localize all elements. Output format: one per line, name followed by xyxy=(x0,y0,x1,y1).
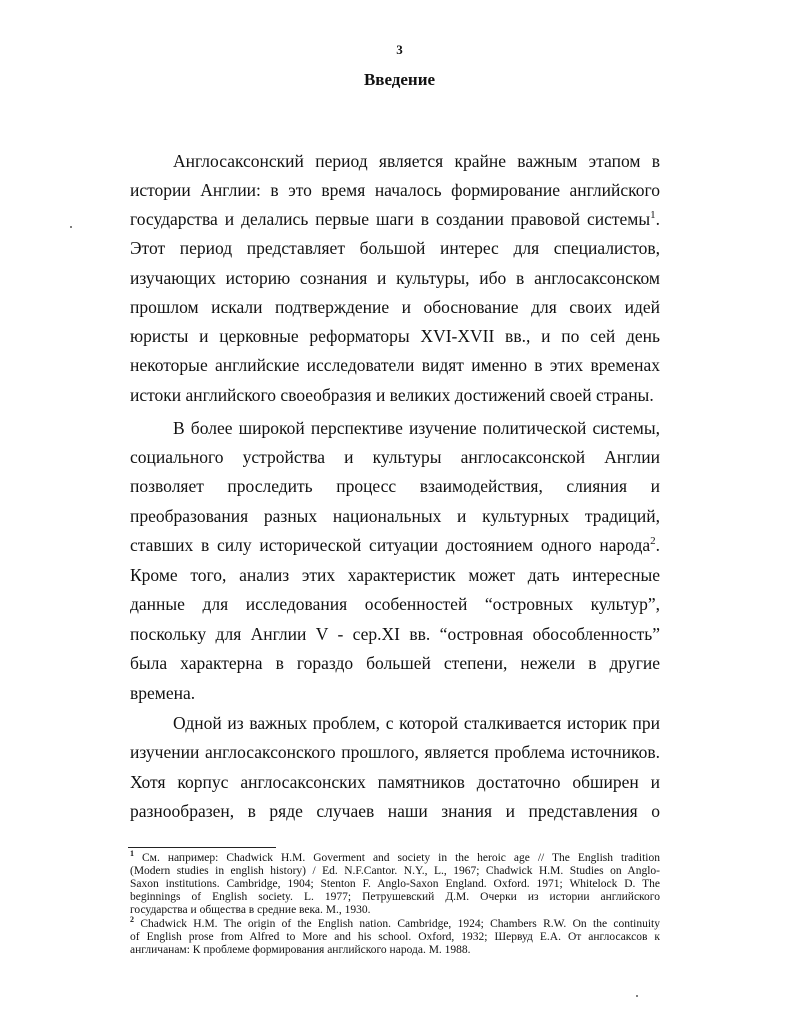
page-title: Введение xyxy=(363,70,436,89)
text-line: прошлом искали подтверждение и обоснование для своих идей xyxy=(130,297,660,317)
scan-speck xyxy=(70,226,72,228)
text-line-content: ставших в силу исторической ситуации достоянием одного народа xyxy=(130,535,651,555)
text-line: изучении англосаксонского прошлого, является проблема источников. xyxy=(130,742,660,762)
footnote-ref-1[interactable]: 1 xyxy=(650,209,656,222)
text-line: данные для исследования особенностей “островных культур”, xyxy=(130,594,660,614)
footnote-mark: 2 xyxy=(130,915,134,925)
footnote-ref-2[interactable]: 2 xyxy=(650,535,656,548)
text-line: разнообразен, в ряде случаев наши знания и представления о xyxy=(130,801,660,821)
footnote-line: of English prose from Alfred to More and his school. Oxford, 1932; Шервуд Е.А. От англосаксов к xyxy=(130,931,660,943)
text-line-with-footnote: ставших в силу исторической ситуации достоянием одного народа$^2$. xyxy=(130,535,660,555)
text-line: истории Англии: в это время началось формирование английского xyxy=(130,180,660,200)
text-line: Англосаксонский период является крайне важным этапом в xyxy=(173,151,660,171)
footnote-line: государства и общества в средние века. М., 1930. xyxy=(130,904,371,916)
text-line-content: государства и делались первые шаги в создании правовой системы xyxy=(130,209,651,229)
text-line: Хотя корпус англосаксонских памятников достаточно обширен и xyxy=(130,772,660,792)
footnote-line: beginnings of English society. L. 1977; Петрушевский Д.М. Очерки из истории английского xyxy=(130,891,660,903)
footnote-line: (Modern studies in english history) / Ed. N.F.Cantor. N.Y., L., 1967; Chadwick H.M. Studies on Anglo- xyxy=(130,865,660,877)
text-line: преобразования разных национальных и культурных традиций, xyxy=(130,506,660,526)
text-line: позволяет проследить процесс взаимодействия, слияния и xyxy=(130,476,660,496)
footnote-line xyxy=(130,915,660,931)
footnote-line: Saxon institutions. Cambridge, 1904; Stenton F. Anglo-Saxon England. Oxford. 1971; Whitelock D. The xyxy=(130,878,660,890)
text-line: истоки английского своеобразия и великих достижений своей страны. xyxy=(130,385,654,405)
text-line: социального устройства и культуры англосаксонской Англии xyxy=(130,447,660,467)
text-line: была характерна в гораздо большей степени, нежели в другие xyxy=(130,653,660,673)
text-line: В более широкой перспективе изучение политической системы, xyxy=(173,418,660,438)
text-line: юристы и церковные реформаторы XVI-XVII вв., и по сей день xyxy=(130,326,660,346)
footnote-text: См. например: Chadwick H.M. Goverment and society in the heroic age // The English tradition xyxy=(142,852,660,864)
footnote-separator xyxy=(128,847,276,848)
page-number: 3 xyxy=(396,42,403,57)
text-line: Одной из важных проблем, с которой сталкивается историк при xyxy=(173,713,660,733)
footnote-text: Chadwick H.M. The origin of the English nation. Cambridge, 1924; Chambers R.W. On the continuity xyxy=(140,918,660,930)
footnote-mark: 1 xyxy=(130,849,134,859)
text-line: Кроме того, анализ этих характеристик может дать интересные xyxy=(130,565,660,585)
text-line: изучающих историю сознания и культуры, ибо в англосаксонском xyxy=(130,268,660,288)
text-line-with-footnote: государства и делались первые шаги в создании правовой системы$^1$. xyxy=(130,209,660,229)
text-line: времена. xyxy=(130,683,196,703)
footnote-line: англичанам: К проблеме формирования английского народа. М. 1988. xyxy=(130,944,471,956)
scan-speck xyxy=(636,995,638,997)
text-line: Этот период представляет большой интерес для специалистов, xyxy=(130,238,660,258)
text-line: некоторые английские исследователи видят именно в этих временах xyxy=(130,355,660,375)
footnote-line xyxy=(130,849,660,865)
text-line: поскольку для Англии V - сер.XI вв. “островная обособленность” xyxy=(130,624,660,644)
